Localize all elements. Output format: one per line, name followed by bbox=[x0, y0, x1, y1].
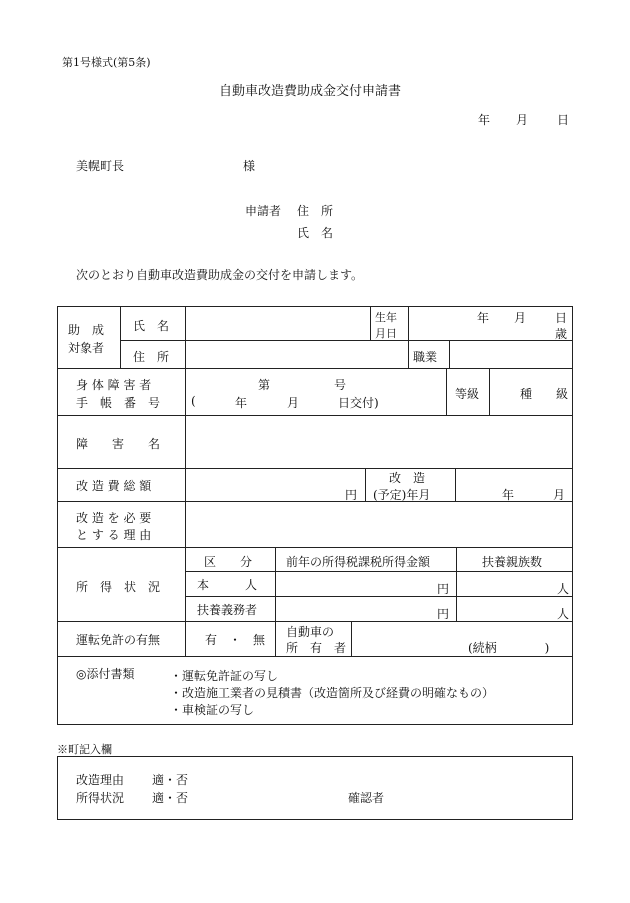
owner-label-1: 自動車の bbox=[286, 625, 335, 639]
handbook-label-2: 手 帳 番 号 bbox=[76, 396, 161, 410]
handbook-month: 月 bbox=[287, 396, 300, 410]
birth-label-1: 生年 bbox=[375, 311, 397, 324]
job-label: 職業 bbox=[413, 350, 438, 364]
office-confirmer-label: 確認者 bbox=[348, 791, 385, 805]
applicant-label: 申請者 bbox=[245, 204, 282, 218]
office-section-title: ※町記入欄 bbox=[57, 743, 112, 756]
applicant-name-label: 氏 名 bbox=[297, 226, 334, 240]
address-label: 住 所 bbox=[133, 350, 170, 364]
disability-label: 障 害 名 bbox=[76, 437, 161, 451]
income-row-guardian-yen: 円 bbox=[437, 607, 450, 621]
birth-day: 日 bbox=[555, 311, 568, 325]
birth-year: 年 bbox=[477, 311, 490, 325]
applicant-address-label: 住 所 bbox=[297, 204, 334, 218]
attachment-item: ・改造施工業者の見積書（改造箇所及び経費の明確なもの） bbox=[170, 686, 495, 700]
office-income-value: 適・否 bbox=[152, 791, 189, 805]
handbook-open-paren: ( bbox=[191, 394, 196, 408]
addressee-name: 美幌町長 bbox=[76, 159, 125, 173]
mod-month: 月 bbox=[553, 488, 566, 502]
name-label: 氏 名 bbox=[133, 319, 170, 333]
date-month-label: 月 bbox=[516, 113, 529, 127]
office-income-label: 所得状況 bbox=[76, 791, 125, 805]
reason-label-1: 改 造 を 必 要 bbox=[76, 511, 152, 525]
income-row-self-yen: 円 bbox=[437, 582, 450, 596]
type-label: 種 級 bbox=[520, 387, 569, 401]
handbook-issued: 日交付) bbox=[338, 396, 379, 410]
reason-label-2: と す る 理 由 bbox=[76, 528, 152, 542]
license-label: 運転免許の有無 bbox=[76, 633, 161, 647]
subject-label-2: 対象者 bbox=[68, 341, 105, 355]
office-box bbox=[57, 756, 573, 820]
form-number: 第1号様式(第5条) bbox=[62, 56, 151, 69]
owner-relation: (続柄 ) bbox=[468, 641, 550, 655]
page-title: 自動車改造費助成金交付申請書 bbox=[219, 84, 402, 99]
attachments-label: ◎添付書類 bbox=[76, 667, 135, 681]
income-label: 所 得 状 況 bbox=[76, 580, 161, 594]
office-reason-label: 改造理由 bbox=[76, 773, 125, 787]
handbook-no-label: 第 bbox=[258, 378, 271, 392]
owner-label-2: 所 有 者 bbox=[286, 641, 347, 655]
subject-label-1: 助 成 bbox=[68, 323, 105, 337]
office-reason-value: 適・否 bbox=[152, 773, 189, 787]
handbook-label-1: 身 体 障 害 者 bbox=[76, 378, 152, 392]
mod-date-label-1: 改 造 bbox=[389, 471, 426, 485]
license-value: 有 ・ 無 bbox=[205, 633, 266, 647]
handbook-year: 年 bbox=[235, 396, 248, 410]
income-row-guardian-people: 人 bbox=[557, 607, 570, 621]
total-yen-unit: 円 bbox=[345, 488, 358, 502]
attachment-item: ・運転免許証の写し bbox=[170, 669, 279, 683]
age-label: 歳 bbox=[555, 327, 568, 341]
birth-label-2: 月日 bbox=[375, 327, 397, 340]
addressee-honorific: 様 bbox=[243, 159, 256, 173]
income-row-self-label: 本 人 bbox=[197, 578, 258, 592]
mod-year: 年 bbox=[502, 488, 515, 502]
total-cost-label: 改 造 費 総 額 bbox=[76, 479, 152, 493]
birth-month: 月 bbox=[514, 311, 527, 325]
income-header-kubun: 区 分 bbox=[204, 555, 253, 569]
intro-text: 次のとおり自動車改造費助成金の交付を申請します。 bbox=[76, 268, 364, 282]
date-day-label: 日 bbox=[557, 113, 570, 127]
income-header-tax: 前年の所得税課税所得金額 bbox=[286, 555, 431, 569]
income-row-self-people: 人 bbox=[557, 582, 570, 596]
handbook-go-label: 号 bbox=[334, 378, 347, 392]
income-row-guardian-label: 扶養義務者 bbox=[197, 603, 258, 617]
income-header-dependents: 扶養親族数 bbox=[482, 555, 543, 569]
grade-label: 等級 bbox=[455, 387, 480, 401]
attachment-item: ・車検証の写し bbox=[170, 703, 255, 717]
mod-date-label-2: (予定)年月 bbox=[373, 488, 431, 502]
date-year-label: 年 bbox=[478, 113, 491, 127]
